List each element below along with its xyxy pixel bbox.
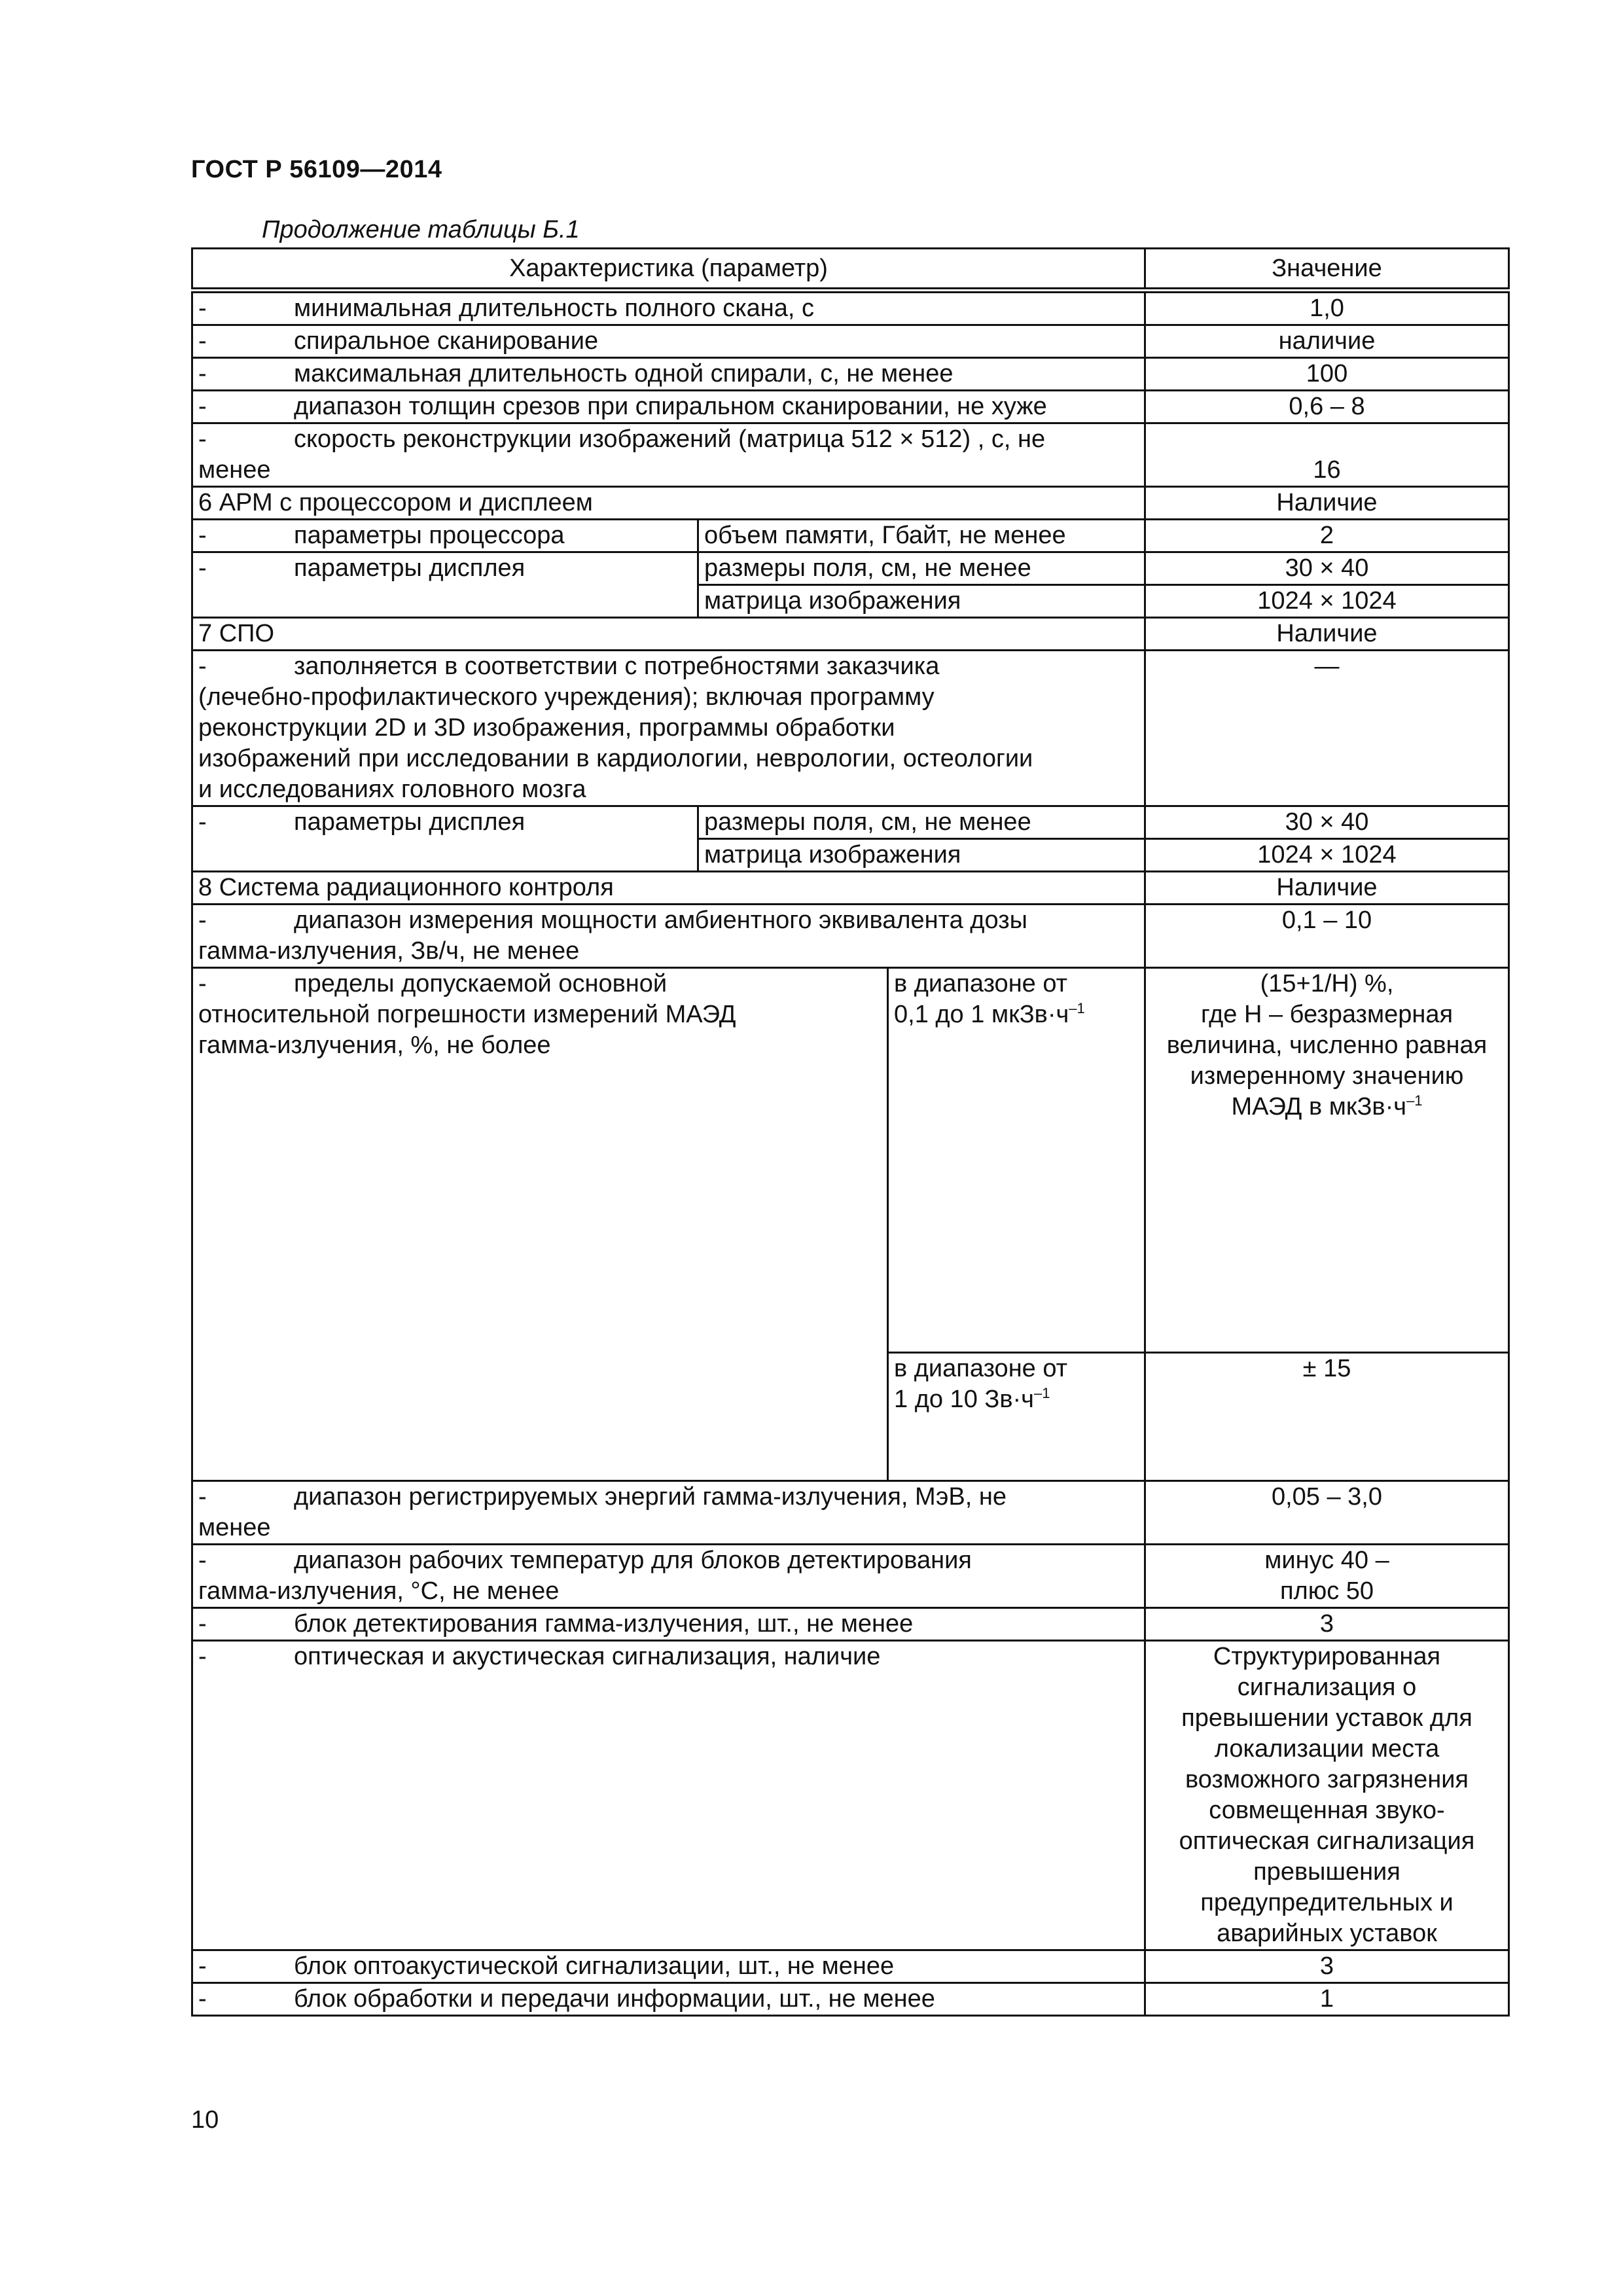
table-row: матрица изображения 1024 × 1024 — [192, 585, 1509, 618]
section-title: 8 Система радиационного контроля — [192, 872, 1145, 905]
table-row: - диапазон регистрируемых энергий гамма-излучения, МэВ, не менее 0,05 – 3,0 — [192, 1481, 1509, 1545]
table-row: - параметры процессора объем памяти, Гбайт, не менее 2 — [192, 520, 1509, 552]
table-row: - пределы допускаемой основной относительной погрешности измерений МАЭД гамма-излучения, %, не более в диапазоне от 0,1 до 1 $мкЗв\cdot ч^{-1}$ (15+1/Н) %, где Н – безразмерная величина, численно равная измеренному значению МАЭД в $мкЗв\cdot ч^{-1}$ — [192, 968, 1509, 1353]
header-param: Характеристика (параметр) — [192, 249, 1145, 291]
table-row: матрица изображения 1024 × 1024 — [192, 839, 1509, 872]
section-title: 6 АРМ с процессором и дисплеем — [192, 487, 1145, 520]
table-row: - минимальная длительность полного скана, с 1,0 — [192, 291, 1509, 325]
table-row: - диапазон толщин срезов при спиральном сканировании, не хуже 0,6 – 8 — [192, 391, 1509, 423]
section-row: 7 СПО Наличие — [192, 618, 1509, 651]
page-number: 10 — [191, 2106, 219, 2134]
section-row: 8 Система радиационного контроля Наличие — [192, 872, 1509, 905]
table-row: - параметры дисплея размеры поля, см, не менее 30 × 40 — [192, 806, 1509, 839]
table-row: - заполняется в соответствии с потребностями заказчика (лечебно-профилактического учреждения); включая программу реконструкции 2D и 3D изображения, программы обработки изображений при исследовании в кардиологии, неврологии, остеологии и исследованиях головного мозга — — [192, 651, 1509, 806]
table-row: - блок обработки и передачи информации, шт., не менее 1 — [192, 1983, 1509, 2016]
table-row: - оптическая и акустическая сигнализация, наличие Структурированная сигнализация о превышении уставок для локализации места возможного загрязнения совмещенная звуко- оптическая сигнализация превышения предупредительных и аварийных уставок — [192, 1641, 1509, 1950]
table-row: - спиральное сканирование наличие — [192, 325, 1509, 358]
table-header-row — [192, 249, 1509, 291]
document-code: ГОСТ Р 56109—2014 — [191, 156, 442, 183]
table-row: - блок оптоакустической сигнализации, шт., не менее 3 — [192, 1950, 1509, 1983]
header-value: Значение — [1145, 249, 1509, 291]
spec-table — [191, 247, 1510, 2017]
section-row: 6 АРМ с процессором и дисплеем Наличие — [192, 487, 1509, 520]
section-title: 7 СПО — [192, 618, 1145, 651]
table-row: - максимальная длительность одной спирали, с, не менее 100 — [192, 358, 1509, 391]
table-row: - диапазон измерения мощности амбиентного эквивалента дозы гамма-излучения, Зв/ч, не менее 0,1 – 10 — [192, 905, 1509, 968]
table-row: - блок детектирования гамма-излучения, шт., не менее 3 — [192, 1608, 1509, 1641]
table-row: - диапазон рабочих температур для блоков детектирования гамма-излучения, °С, не менее минус 40 – плюс 50 — [192, 1545, 1509, 1608]
table-caption: Продолжение таблицы Б.1 — [262, 216, 580, 243]
table-row: - скорость реконструкции изображений (матрица 512 × 512) , с, не менее 16 — [192, 423, 1509, 487]
table-row: - параметры дисплея размеры поля, см, не менее 30 × 40 — [192, 552, 1509, 585]
table-row: в диапазоне от 1 до 10 $Зв\cdot ч^{-1}$ ± 15 — [192, 1353, 1509, 1481]
